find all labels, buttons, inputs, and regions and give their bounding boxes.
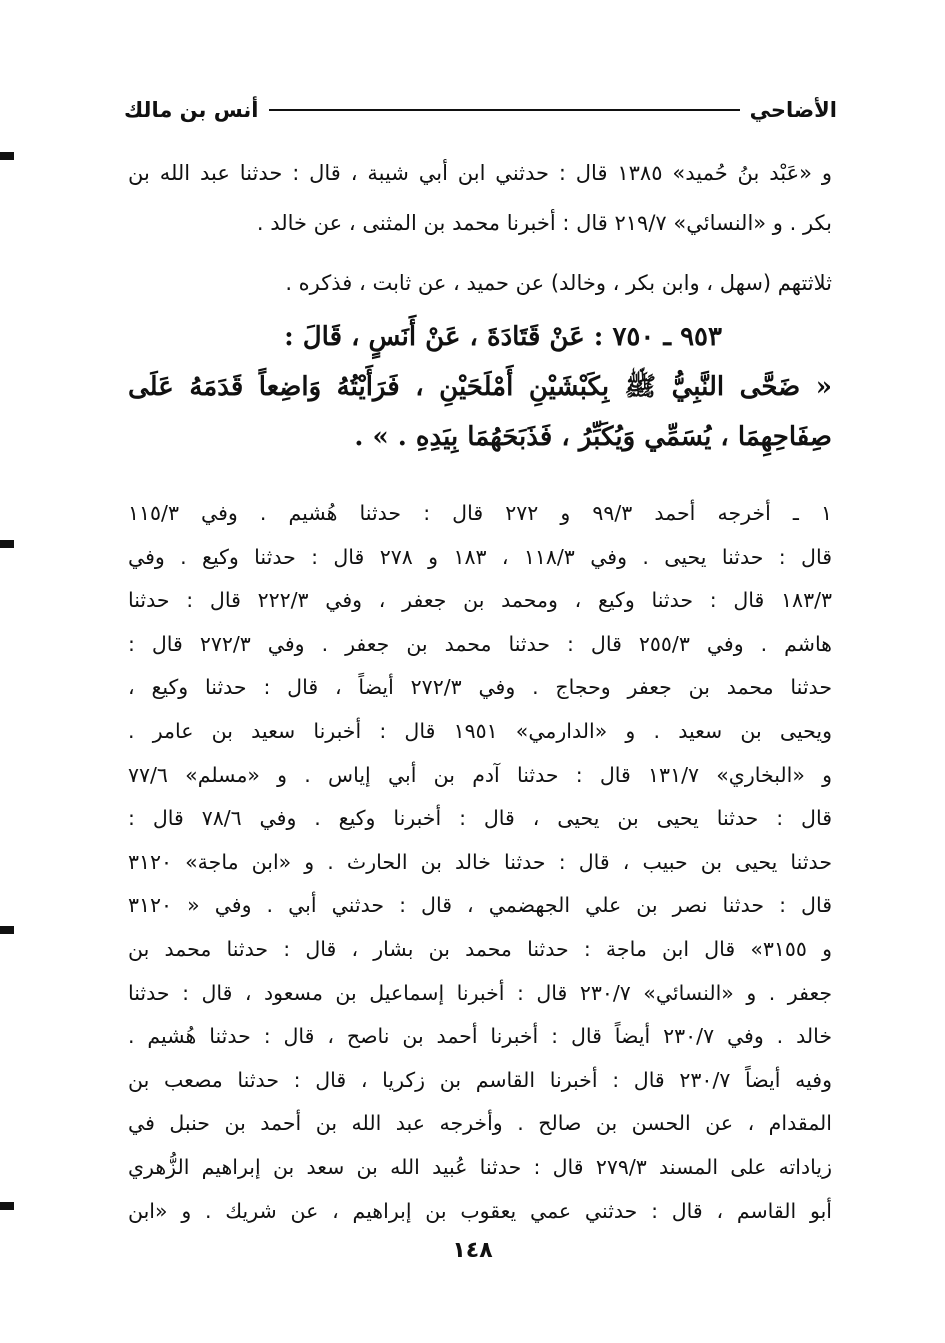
header-rule [269, 109, 740, 111]
scan-edge-mark [0, 1202, 14, 1210]
intro-line: و «عَبْد بنُ حُميد» ١٣٨٥ قال : حدثني ابن أبي شيبة ، قال : حدثنا عبد الله بن [128, 161, 832, 185]
footnote-line: قال : حدثنا نصر بن علي الجهضمي ، قال : حدثني أبي . وفي « ٣١٢٠ [128, 893, 832, 918]
footnote-line: حدثنا محمد بن جعفر وحجاج . وفي ٢٧٢/٣ أيضاً ، قال : حدثنا وكيع ، [128, 675, 832, 700]
hadith-number-line: ٩٥٣ ـ ٧٥٠ : عَنْ قَتَادَةَ ، عَنْ أَنَسٍ ، قَالَ : [284, 322, 722, 352]
intro-trio: ثلاثتهم (سهل ، وابن بكر ، وخالد) عن حميد ، عن ثابت ، فذكره . [285, 271, 832, 295]
footnote-line: حدثنا يحيى بن حبيب ، قال : حدثنا خالد بن الحارث . و «ابن ماجة» ٣١٢٠ [128, 849, 832, 874]
footnote-line: ١ ـ أخرجه أحمد ٩٩/٣ و ٢٧٢ قال : حدثنا هُشيم . وفي ١١٥/٣ [128, 501, 832, 525]
footnote-line: و «البخاري» ١٣١/٧ قال : حدثنا آدم بن أبي إياس . و «مسلم» ٧٧/٦ [128, 762, 832, 787]
scan-edge-mark [0, 540, 14, 548]
footnote-line: أبو القاسم ، قال : حدثني عمي يعقوب بن إبراهيم ، عن شريك . و «ابن [128, 1198, 832, 1223]
footnote-line: زياداته على المسند ٢٧٩/٣ قال : حدثنا عُبيد الله بن سعد بن إبراهيم الزُّهري [128, 1154, 832, 1179]
page-number: ١٤٨ [452, 1238, 493, 1263]
footnote-line: ١٨٣/٣ قال : حدثنا وكيع ، ومحمد بن جعفر ، وفي ٢٢٢/٣ قال : حدثنا [128, 588, 832, 613]
hadith-text-line: « ضَحَّى النَّبِيُّ ﷺ بِكَبْشَيْنِ أَمْلَحَيْنِ ، فَرَأَيْتُهُ وَاضِعاً قَدَمَهُ عَلَى [128, 372, 832, 402]
footnote-line: و ٣١٥٥» قال ابن ماجة : حدثنا محمد بن بشار ، قال : حدثنا محمد بن [128, 936, 833, 961]
footnote-line: ويحيى بن سعيد . و «الدارمي» ١٩٥١ قال : أخبرنا سعيد بن عامر . [128, 718, 833, 743]
footnote-line: قال : حدثنا يحيى . وفي ١١٨/٣ ، ١٨٣ و ٢٧٨ قال : حدثنا وكيع . وفي [128, 544, 832, 569]
footnote-line: وفيه أيضاً ٢٣٠/٧ قال : أخبرنا القاسم بن زكريا ، قال : حدثنا مصعب بن [128, 1067, 832, 1092]
hadith-text-line: صِفَاحِهِمَا ، يُسَمِّي وَيُكَبِّرُ ، فَذَبَحَهُمَا بِيَدِهِ . » . [354, 422, 832, 452]
scan-edge-mark [0, 926, 14, 934]
footnote-line: هاشم . وفي ٢٥٥/٣ قال : حدثنا محمد بن جعفر . وفي ٢٧٢/٣ قال : [128, 631, 832, 656]
footnote-line: خالد . وفي ٢٣٠/٧ أيضاً قال : أخبرنا أحمد بن ناصح ، قال : حدثنا هُشيم . [128, 1024, 832, 1049]
footnote-line: جعفر . و «النسائي» ٢٣٠/٧ قال : أخبرنا إسماعيل بن مسعود ، قال : حدثنا [128, 980, 833, 1005]
running-header [124, 92, 837, 128]
footnote-line: قال : حدثنا يحيى بن يحيى ، قال : أخبرنا وكيع . وفي ٧٨/٦ قال : [128, 806, 833, 831]
header-book-title: الأضاحي [749, 98, 837, 122]
intro-section [128, 148, 832, 308]
scan-edge-mark [0, 152, 14, 160]
header-chapter: أنس بن مالك [124, 98, 259, 122]
footnotes-section [128, 492, 832, 1233]
intro-line: بكر . و «النسائي» ٢١٩/٧ قال : أخبرنا محمد بن المثنى ، عن خالد . [256, 211, 832, 235]
hadith-section [128, 312, 832, 462]
footnote-line: المقدام ، عن الحسن بن صالح . وأخرجه عبد الله بن أحمد بن حنبل في [128, 1111, 832, 1136]
